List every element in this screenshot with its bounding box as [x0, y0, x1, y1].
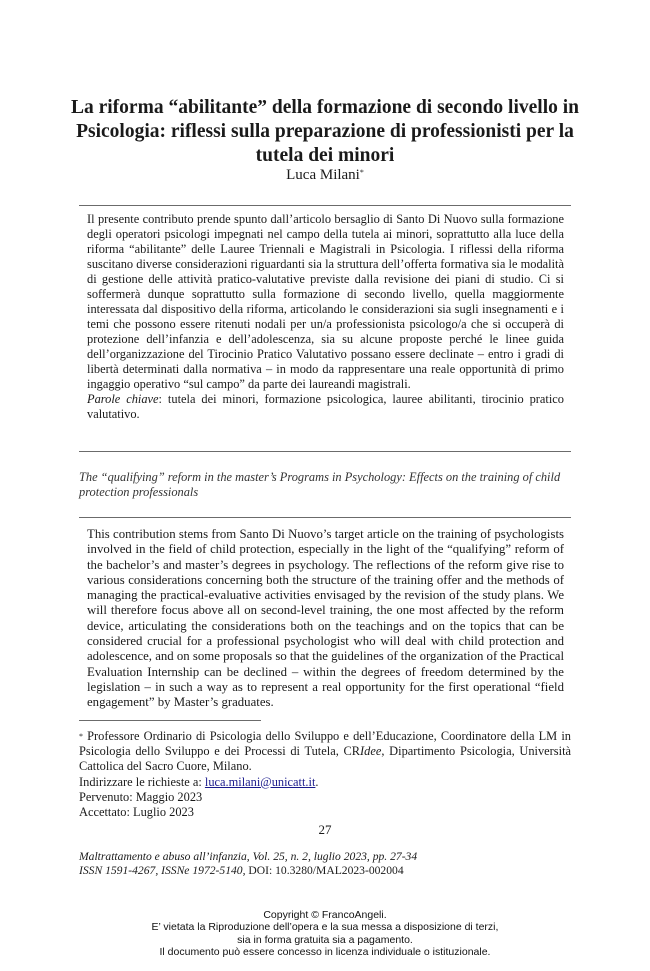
footnote-affiliation-part2: , Dipartimento Psicologia, Università Cattolica del Sacro Cuore, Milano.: [79, 744, 572, 774]
keywords-label: Parole chiave: [87, 392, 159, 406]
copyright-line-3: sia in forma gratuita sia a pagamento.: [237, 933, 413, 946]
contact-label: Indirizzare le richieste a:: [79, 774, 205, 789]
footnote-affiliation-part1: Professore Ordinario di Psicologia dello Sviluppo e dell’Educazione, Coordinatore della LM in Psicologia dello Sviluppo e dei Processi di Tutela, CR: [79, 729, 571, 759]
author-footnote: [79, 729, 571, 820]
page-number: 27: [318, 822, 332, 837]
author-name: [60, 166, 590, 184]
footnote-affiliation: [79, 729, 571, 775]
author-name-text: Luca Milani: [286, 167, 360, 183]
email-suffix: .: [315, 774, 319, 789]
accepted-date: Accettato: Luglio 2023: [79, 805, 194, 820]
journal-issn-doi: [79, 864, 579, 878]
italian-abstract: [87, 212, 564, 422]
author-footnote-mark: *: [359, 168, 364, 177]
journal-citation: Maltrattamento e abuso all’infanzia, Vol. 25, n. 2, luglio 2023, pp. 27-34: [79, 850, 418, 863]
english-title: The “qualifying” reform in the master’s Programs in Psychology: Effects on the training of child protection professionals: [79, 470, 561, 499]
footnote-mark: *: [79, 732, 83, 741]
journal-issn: ISSN 1591-4267, ISSNe 1972-5140,: [79, 863, 249, 877]
english-abstract: [87, 527, 564, 711]
footnote-affiliation-idee: Idee: [360, 744, 382, 759]
article-title: La riforma “abilitante” della formazione di secondo livello in Psicologia: riflessi sulla preparazione di professionisti per la tutela dei minori: [70, 97, 580, 166]
footnote-contact: [79, 775, 571, 790]
abstract-mid-rule: [79, 451, 571, 452]
received-date: Pervenuto: Maggio 2023: [79, 789, 203, 804]
copyright-notice: [0, 909, 650, 959]
english-abstract-text: This contribution stems from Santo Di Nuovo’s target article on the training of psychologists involved in the field of child protection, especially in the light of the “qualifying” reform of the bachelor’s and master’s degrees in psychology. The reflections of the reform give rise to various considerations concerning both the structure of the training offer and the methods of managing the practical-evaluative activities envisaged by the revision of the study plans. We will therefore focus above all on second-level training, the one most affected by the reform device, articulating the considerations both on the teachings and on the topics that can be considered crucial for a professional psychologist who will deal with child protection and adolescence, and on some proposals so that the guidelines of the organization of the Practical Evaluation Internship can be declined – within the degrees of freedom determined by the legislation – in such a way as to represent a real opportunity for the first operational “field engagement” by Master’s graduates.: [87, 527, 565, 710]
journal-doi: DOI: 10.3280/MAL2023-002004: [248, 863, 404, 877]
abstract-top-rule: [79, 205, 571, 206]
keywords-text: : tutela dei minori, formazione psicologica, lauree abilitanti, tirocinio pratico valutativo.: [87, 392, 564, 421]
copyright-line-2: E’ vietata la Riproduzione dell’opera e la sua messa a disposizione di terzi,: [151, 921, 499, 934]
italian-abstract-text: Il presente contributo prende spunto dall’articolo bersaglio di Santo Di Nuovo sulla formazione degli operatori psicologi impegnati nel campo della tutela ai minori, soprattutto alla luce della riforma “abilitante” delle Lauree Triennali e Magistrali in Psicologia. I riflessi della riforma suscitano diverse considerazioni riguardanti sia la struttura dell’offerta formativa sia le modalità di gestione delle attività pratico-valutative previste dalla revisione dei piani di studio. Ci si soffermerà dunque soprattutto sulla formazione di secondo livello, quella maggiormente interessata dal dispositivo della riforma, articolando le considerazioni sia sugli insegnamenti e i temi che possono essere ritenuti nodali per un/a professionista psicologo/a che si occuperà di protezione dell’infanzia e dell’adolescenza, sia su alcune proposte perché le linee guida dell’organizzazione del Tirocinio Pratico Valutativo possano essere declinate – entro i gradi di libertà determinati dalla normativa – in modo da rappresentare una reale opportunità di primo ingaggio operativo “sul campo” da parte dei laureandi magistrali.: [87, 212, 564, 391]
journal-info: [79, 850, 579, 877]
email-link[interactable]: luca.milani@unicatt.it: [204, 774, 316, 789]
english-abstract-top-rule: [79, 517, 571, 518]
footnote-separator: [79, 720, 261, 721]
copyright-line-1: Copyright © FrancoAngeli.: [263, 909, 387, 921]
keywords-line: [87, 392, 564, 422]
copyright-line-4: Il documento può essere concesso in licenza individuale o istituzionale.: [159, 946, 491, 959]
